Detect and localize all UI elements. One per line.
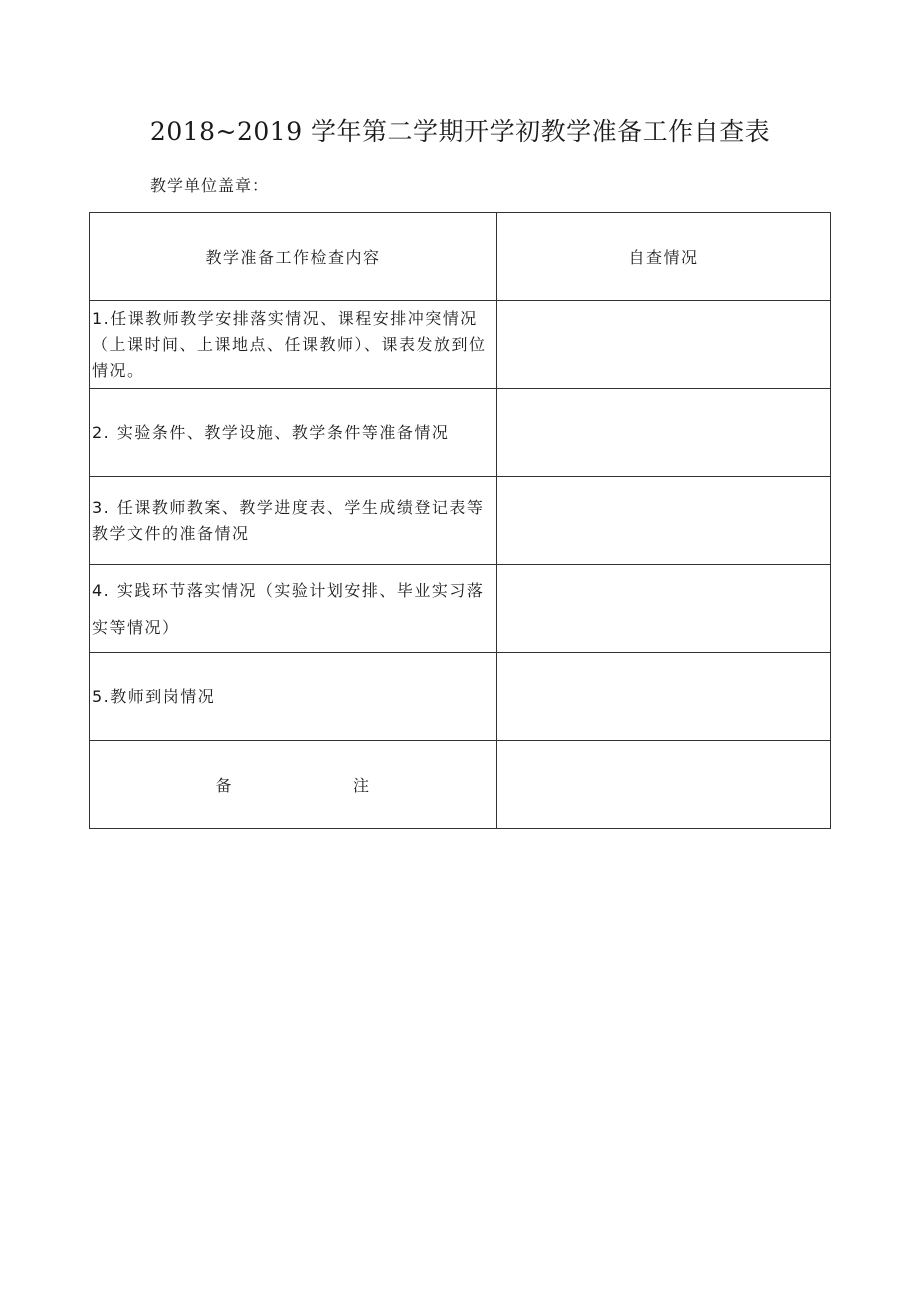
remark-value-cell[interactable] [497,741,831,829]
self-check-table [89,212,831,829]
table-header-row [90,213,831,301]
remark-label-cell [90,741,497,829]
stamp-label: 教学单位盖章： [150,176,270,195]
row-result-cell[interactable] [497,565,831,653]
table-row [90,389,831,477]
remark-row [90,741,831,829]
row-result-cell[interactable] [497,301,831,389]
table-row [90,565,831,653]
row-content: 3. 任课教师教案、教学进度表、学生成绩登记表等教学文件的准备情况 [90,477,497,565]
row-content: 1.任课教师教学安排落实情况、课程安排冲突情况（上课时间、上课地点、任课教师）、课表发放到位情况。 [90,301,497,389]
row-result-cell[interactable] [497,653,831,741]
table-row [90,477,831,565]
row-content: 4. 实践环节落实情况（实验计划安排、毕业实习落实等情况） [90,565,497,653]
remark-label-part2: 注 [353,776,371,795]
row-content: 2. 实验条件、教学设施、教学条件等准备情况 [90,389,497,477]
header-check-content: 教学准备工作检查内容 [90,213,497,301]
remark-label-part1: 备 [215,776,233,795]
row-result-cell[interactable] [497,477,831,565]
page-title: 2018~2019 学年第二学期开学初教学准备工作自查表 [149,117,771,146]
header-self-check: 自查情况 [497,213,831,301]
row-content: 5.教师到岗情况 [90,653,497,741]
row-result-cell[interactable] [497,389,831,477]
table-row [90,301,831,389]
table-row [90,653,831,741]
